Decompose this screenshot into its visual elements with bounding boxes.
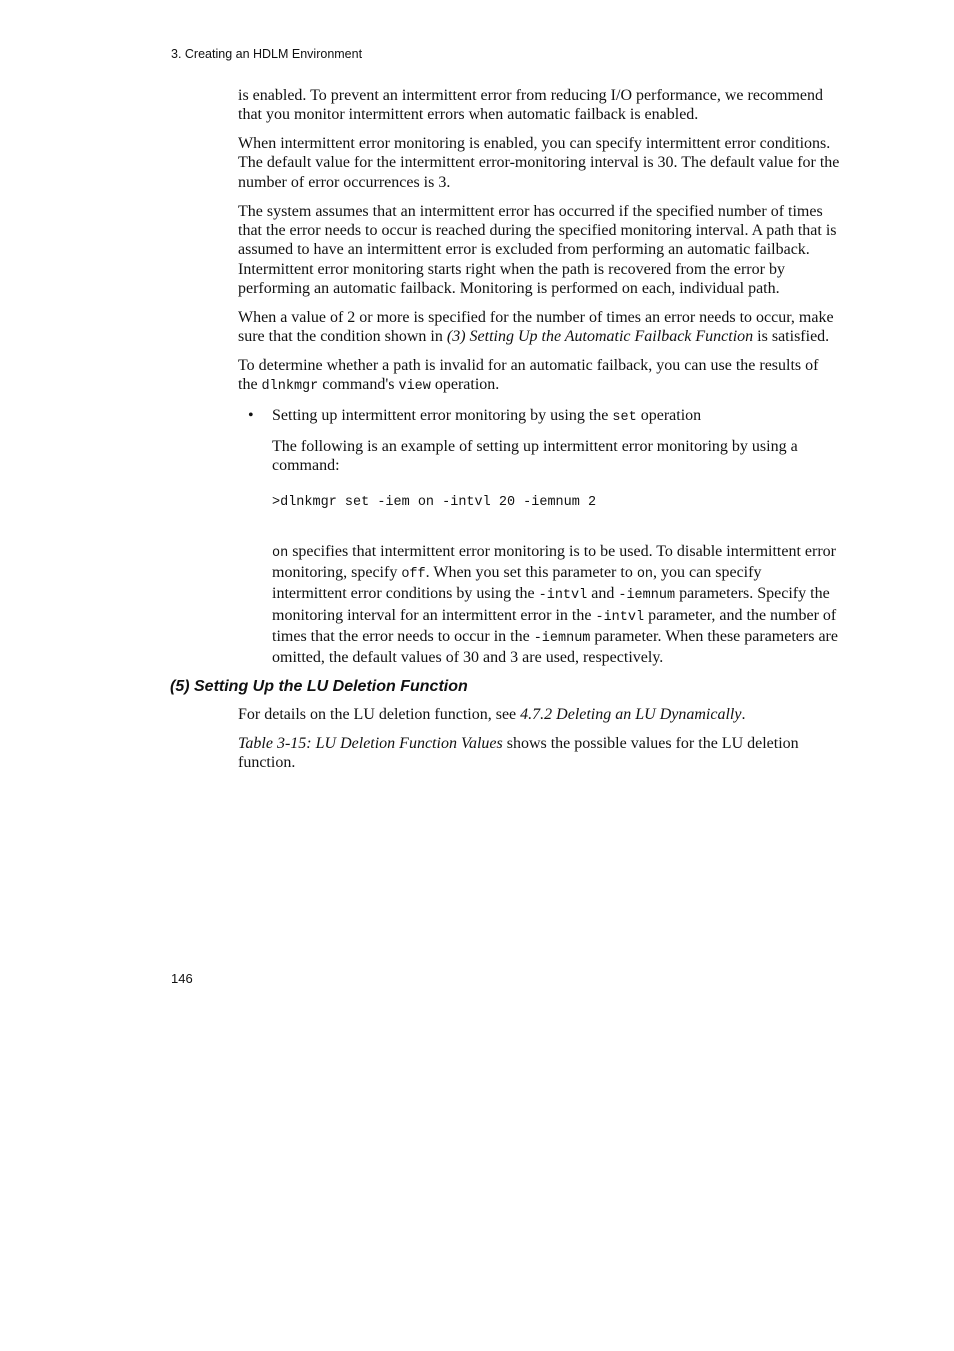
text: operation (636, 407, 702, 425)
text: . (741, 706, 746, 724)
body-text (170, 86, 840, 782)
table-reference-link[interactable]: Table 3-15: LU Deletion Function Values (238, 735, 503, 753)
page-number: 146 (171, 971, 193, 986)
command-example: >dlnkmgr set -iem on -intvl 20 -iemnum 2 (272, 494, 597, 510)
paragraph-2: When intermittent error monitoring is enabled, you can specify intermittent error conditions. The default value for the intermittent error-monitoring interval is 30. The default value for the number of error occurrences is 3. (238, 135, 840, 191)
bullet-item (238, 406, 840, 427)
paragraph-8 (238, 705, 840, 724)
text: . When you set this parameter to (425, 563, 637, 581)
text: , you can specify intermittent error conditions by using the (272, 563, 762, 603)
code-view: view (398, 379, 431, 395)
paragraph-9 (238, 734, 840, 773)
code-on: on (272, 545, 289, 561)
text: When a value of 2 or more is specified for the number of times an error needs to occur, make sure that the condition shown in (238, 308, 834, 346)
paragraph-5 (238, 356, 840, 397)
text: is satisfied. (753, 328, 830, 346)
code-intvl: -intvl (538, 588, 588, 604)
section-heading: (5) Setting Up the LU Deletion Function (170, 677, 468, 695)
text: For details on the LU deletion function, see (238, 706, 521, 724)
text: Setting up intermittent error monitoring by using the (272, 407, 613, 425)
text: operation. (430, 376, 500, 394)
bullet-mark: • (248, 407, 254, 425)
code-on: on (636, 566, 654, 582)
text: parameter. When these parameters are omitted, the default values of 30 and 3 are used, respectively. (272, 627, 838, 667)
text: To determine whether a path is invalid for an automatic failback, you can use the results of the (238, 356, 819, 394)
cross-reference-link[interactable]: 4.7.2 Deleting an LU Dynamically (520, 706, 742, 724)
text: parameter, and the number of times that the error needs to occur in the (272, 606, 837, 645)
code-iemnum: -iemnum (533, 630, 591, 646)
paragraph-4 (238, 308, 840, 347)
code-intvl: -intvl (595, 609, 645, 625)
text: command's (318, 376, 399, 394)
text: specifies that intermittent error monitoring is to be used. To disable intermittent error monitoring, specify (272, 542, 836, 581)
text: parameters. Specify the monitoring interval for an intermittent error in the (272, 585, 830, 624)
code-iemnum: -iemnum (618, 588, 676, 604)
text: shows the possible values for the LU deletion function. (238, 735, 799, 772)
code-off: off (401, 566, 426, 582)
paragraph-1: is enabled. To prevent an intermittent error from reducing I/O performance, we recommend that you monitor intermittent errors when automatic failback is enabled. (238, 87, 824, 124)
code-dlnkmgr: dlnkmgr (261, 379, 319, 395)
paragraph-6: The following is an example of setting up intermittent error monitoring by using a command: (272, 438, 798, 475)
paragraph-7 (272, 542, 840, 668)
paragraph-3: The system assumes that an intermittent error has occurred if the specified number of times that the error needs to occur is reached during the specified monitoring interval. A path that is assumed to have an intermittent error is excluded from performing an automatic failback. Intermittent error monitoring starts right when the path is recovered from the error by performing an automatic failback. Monitoring is performed on each, individual path. (238, 202, 837, 297)
text: and (587, 585, 619, 603)
code-set: set (612, 410, 637, 426)
cross-reference-link[interactable]: (3) Setting Up the Automatic Failback Function (446, 328, 754, 346)
running-header: 3. Creating an HDLM Environment (171, 47, 363, 61)
